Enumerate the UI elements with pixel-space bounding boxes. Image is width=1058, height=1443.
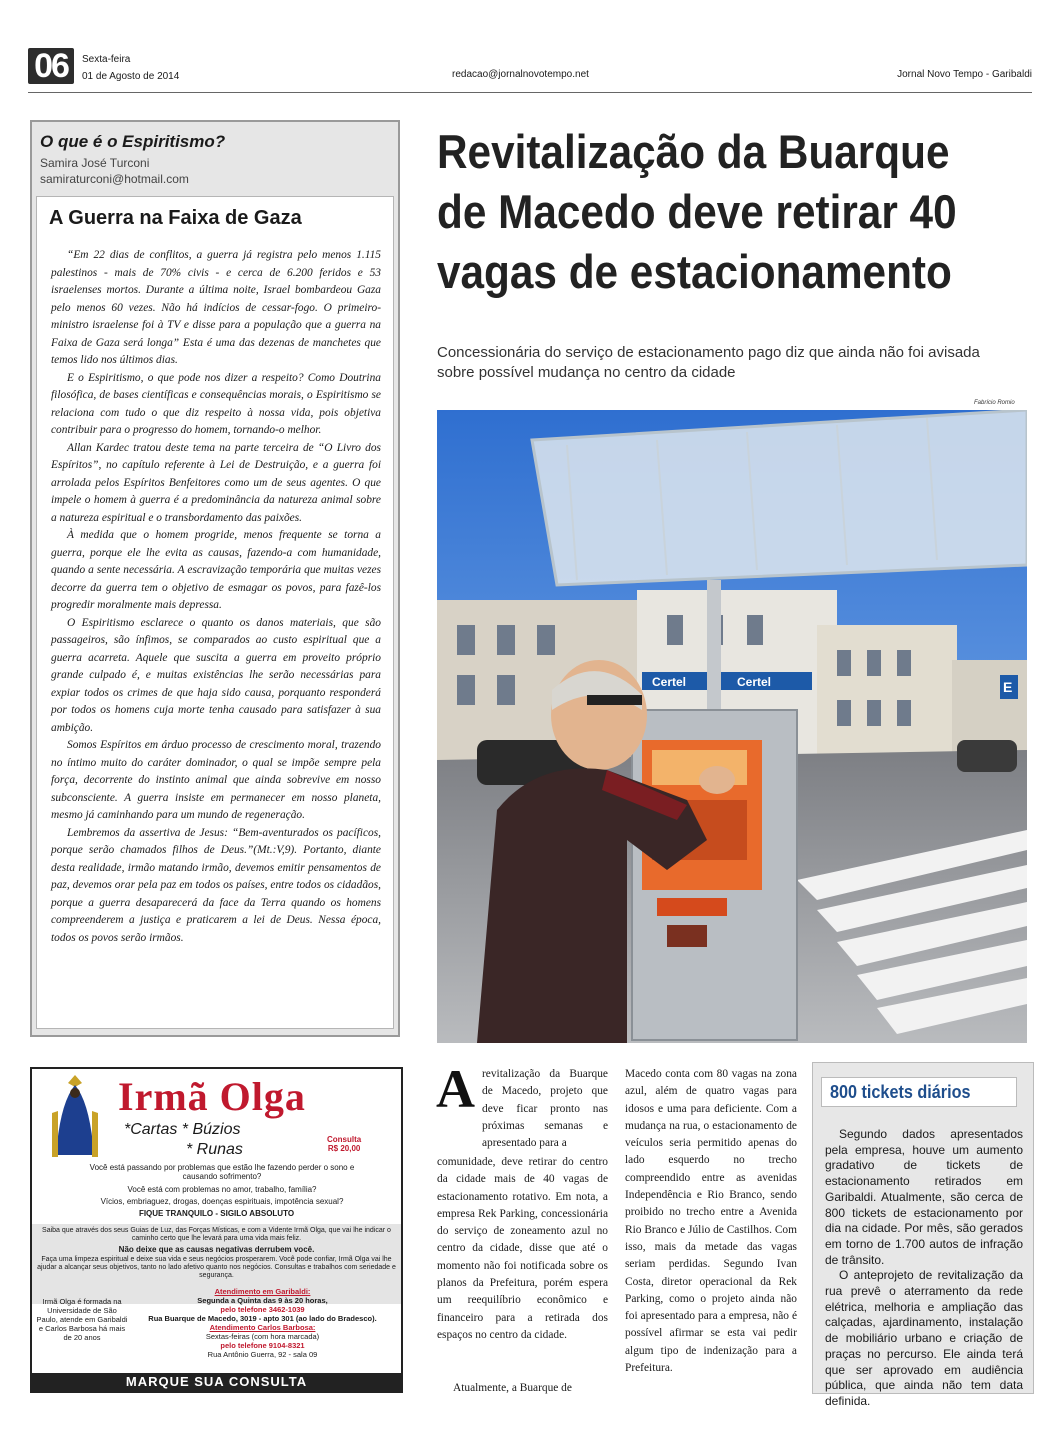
- ad-tranquilo: FIQUE TRANQUILO - SIGILO ABSOLUTO: [138, 1209, 295, 1218]
- ad-location-carlos-barbosa: Atendimento Carlos Barbosa:: [209, 1323, 316, 1332]
- saint-figure-icon: [44, 1073, 106, 1159]
- ad-phone[interactable]: pelo telefone 3462-1039: [220, 1305, 305, 1314]
- ad-price-label: Consulta: [327, 1135, 362, 1144]
- page-header: [28, 44, 1032, 90]
- ad-services: *Cartas * Búzios: [124, 1121, 241, 1138]
- parking-meter-photo: [437, 410, 1027, 1043]
- paragraph: Atualmente, a Buarque de: [453, 1382, 572, 1394]
- ad-brand: Irmã Olga: [118, 1074, 306, 1119]
- ad-hours-2: Sextas-feiras (com hora marcada): [205, 1332, 320, 1341]
- paragraph: À medida que o homem progride, menos frequente se torna a guerra, porque ele lhe evita as causas, fazendo-a com humanidade, quando a sente necessária. A escravização temporária que muitas vezes decorre da guerra tem o objetivo de esmagar os povos, para fazê-los progredir moralmente mais depressa.: [51, 529, 381, 611]
- ad-guides-text: Saiba que através dos seus Guias de Luz, das Forças Místicas, e com a Vidente Irmã Olga, que vai lhe indicar o caminho certo que lhe levará para uma vida mais feliz.: [42, 1227, 391, 1242]
- store-sign: Certel: [652, 675, 687, 689]
- ad-address: Rua Buarque de Macedo, 3019 - apto 301 (ao lado do Bradesco).: [148, 1314, 377, 1323]
- subheadline: Concessionária do serviço de estacionamento pago diz que ainda não foi avisada sobre possível mudança no centro da cidade: [437, 344, 980, 381]
- article-column-1-spacer: [437, 1154, 608, 1344]
- ad-slogan: Não deixe que as causas negativas derrubem você.: [118, 1245, 315, 1254]
- header-divider: [28, 92, 1032, 93]
- sidebar-box: [812, 1062, 1034, 1408]
- ad-cleaning-text: Faça uma limpeza espiritual e deixe sua vida e seus negócios prosperarem. Você pode confiar, Irmã Olga vai lhe ajudar a alcançar seus objetivos, tanto no lado afetivo quanto nos negócios. Consultas e trabalhos com seriedade e segurança.: [37, 1256, 396, 1279]
- main-headline: Revitalização da Buarque de Macedo deve retirar 40 vagas de estacionamento: [437, 125, 957, 298]
- ad-hours: Segunda a Quinta das 9 às 20 horas,: [197, 1296, 328, 1305]
- column-author: Samira José Turconi: [40, 156, 150, 170]
- header-paper-name: Jornal Novo Tempo - Garibaldi: [897, 69, 1032, 80]
- ad-cta-button[interactable]: MARQUE SUA CONSULTA: [32, 1373, 401, 1391]
- ad-bullet: Você está com problemas no amor, trabalho, família?: [127, 1185, 317, 1194]
- paragraph: revitalização da Buarque de Macedo, projeto que deve ficar pronto nas próximas semanas e apresentado para a: [482, 1068, 608, 1150]
- header-email-link[interactable]: redacao@jornalnovotempo.net: [452, 69, 589, 80]
- ad-bullet: Você está passando por problemas que estão lhe fazendo perder o sono e causando sofrimento?: [89, 1163, 355, 1181]
- sidebar-title-box: [821, 1077, 1017, 1107]
- article-column-2: [625, 1066, 797, 1377]
- paragraph: O Espiritismo esclarece o quanto os danos materiais, que são passageiros, são ínfimos, se comparados ao custo espiritual que a guerra acarreta. Aquele que suscita a guerra em proveito próprio grande culpado é, e muitas existências lhe serão necessárias para expiar todos os crimes de que haja sido causa, porquanto responderá por todos os homens cuja morte tenha causado para satisfazer à sua ambição.: [51, 616, 381, 734]
- header-day: Sexta-feira: [82, 54, 131, 65]
- paragraph: Segundo dados apresentados pela empresa, houve um aumento gradativo de tickets de estacionamento retirados em Garibaldi. Atualmente, são cerca de 800 tickets de estacionamento por dia na cidade. Por mês, são gerados em torno de 1.700 autos de infração de trânsito.: [825, 1127, 1023, 1267]
- sidebar-title: 800 tickets diários: [830, 1082, 971, 1102]
- column-article-body: [51, 247, 381, 947]
- ad-bullet: Vícios, embriaguez, drogas, doenças espirituais, impotência sexual?: [100, 1197, 344, 1206]
- drop-cap: A: [436, 1059, 475, 1119]
- page-number: 06: [28, 48, 74, 84]
- parking-sign: E: [1003, 679, 1013, 695]
- ad-address-2: Rua Antônio Guerra, 92 - sala 09: [207, 1350, 318, 1359]
- paragraph: comunidade, deve retirar do centro da cidade mais de 40 vagas de estacionamento rotativo. Em nota, a empresa Rek Parking, concessionária do serviço de zoneamento azul no centro da cidade, disse que até o momento não foi notificada sobre os planos da Prefeitura, porém espera um reequilíbrio econômico e financeiro para a retirada dos espaços no centro da cidade.: [437, 1156, 608, 1341]
- ad-price: [327, 1135, 361, 1153]
- column-title: O que é o Espiritismo?: [40, 132, 226, 151]
- ad-credentials: Irmã Olga é formada na Universidade de São Paulo, atende em Garibaldi e Carlos Barbosa há mais de 20 anos: [36, 1297, 128, 1342]
- ad-price-value: R$ 20,00: [327, 1144, 361, 1153]
- paragraph: E o Espiritismo, o que pode nos dizer a respeito? Como Doutrina filosófica, de bases científicas e consequências morais, o Espiritismo se relaciona com tudo o que diz respeito à nossa vida, pois objetiva contribuir para o progresso do homem, tornando-o melhor.: [51, 371, 381, 436]
- paragraph: Macedo conta com 80 vagas na zona azul, além de quatro vagas para idosos e uma para deficiente. Com a mudança na rua, o estacionamento de veículos seria permitido apenas do lado esquerdo no trecho compreendido entre as avenidas Independência e Rio Branco, sendo proibido no trecho entre a Avenida Rio Branco e Júlio de Castilhos. Com isso, mais da metade das vagas seriam perdidas. Segundo Ivan Costa, diretor operacional da Rek Parking, como o projeto ainda não foi apresentado para a empresa, não é possível afirmar se esta vai pedir algum tipo de indenização para a Prefeitura.: [625, 1068, 797, 1375]
- article-column-1b: [437, 1380, 608, 1397]
- ad-services-2: * Runas: [186, 1141, 243, 1158]
- paragraph: Lembremos da assertiva de Jesus: “Bem-aventurados os pacíficos, porque serão chamados filhos de Deus.”(Mt.:V,9). Portanto, diante desta realidade, irmão matando irmão, devemos emitir pensamentos de paz, devemos orar pela paz em todos os países, entre todos os cidadãos, porque a guerra desaparecerá da face da Terra quando os homens compreenderem a justiça e praticarem a lei de Deus. Nessa época, todos os povos serão irmãos.: [51, 826, 381, 944]
- ad-phone-2[interactable]: pelo telefone 9104-8321: [220, 1341, 305, 1350]
- column-author-email[interactable]: samiraturconi@hotmail.com: [40, 172, 189, 186]
- column-article: [36, 196, 394, 1029]
- sidebar-body: [825, 1127, 1023, 1410]
- ad-contacts: [130, 1287, 395, 1359]
- opinion-column: [30, 120, 400, 1037]
- paragraph: O anteprojeto de revitalização da rua prevê o aterramento da rede elétrica, melhoria e ampliação das calçadas, ajardinamento, instalação de mobiliário urbano e criação de praças no percurso. Ele ainda terá que ser aprovado em audiência pública, que ainda não tem data definida.: [825, 1268, 1023, 1408]
- column-article-title: A Guerra na Faixa de Gaza: [49, 207, 302, 229]
- photo-credit: Fabrício Romio: [974, 400, 1015, 406]
- ad-location-garibaldi: Atendimento em Garibaldi:: [214, 1287, 311, 1296]
- paragraph: “Em 22 dias de conflitos, a guerra já registra pelo menos 1.115 palestinos - mais de 70% civis - e cerca de 6.200 feridos e 53 israelenses mortos. Durante a última noite, Israel bombardeou Gaza pelo menos 60 vezes. Não há indícios de cessar-fogo. O primeiro-ministro israelense foi à TV e disse para a população que a guerra na Faixa de Gaza será longa” Esta é uma das dezenas de manchetes que temos lido nos últimos dias.: [51, 249, 381, 366]
- paragraph: Allan Kardec tratou deste tema na parte terceira de “O Livro dos Espíritos”, no capítulo referente à Lei de Destruição, e a guerra foi arrolada pelos Espíritos Benfeitores como um de seus agentes. O que impele o homem à guerra é a predominância da natureza animal sobre a natureza espiritual e o transbordamento das paixões.: [51, 441, 381, 524]
- article-photo: [437, 410, 1027, 1043]
- advertisement[interactable]: [30, 1067, 403, 1393]
- article-column-1a: [482, 1066, 608, 1152]
- header-date: 01 de Agosto de 2014: [82, 71, 180, 82]
- paragraph: Somos Espíritos em árduo processo de crescimento moral, trazendo no íntimo muito do caráter dominador, o qual se impõe sempre pela força, decorrente do instinto animal que ainda sobrevive em nosso subconsciente. A guerra insiste em permanecer em nosso planeta, mesmo já caminhando para um mundo de regeneração.: [51, 739, 381, 821]
- store-sign: Certel: [737, 675, 772, 689]
